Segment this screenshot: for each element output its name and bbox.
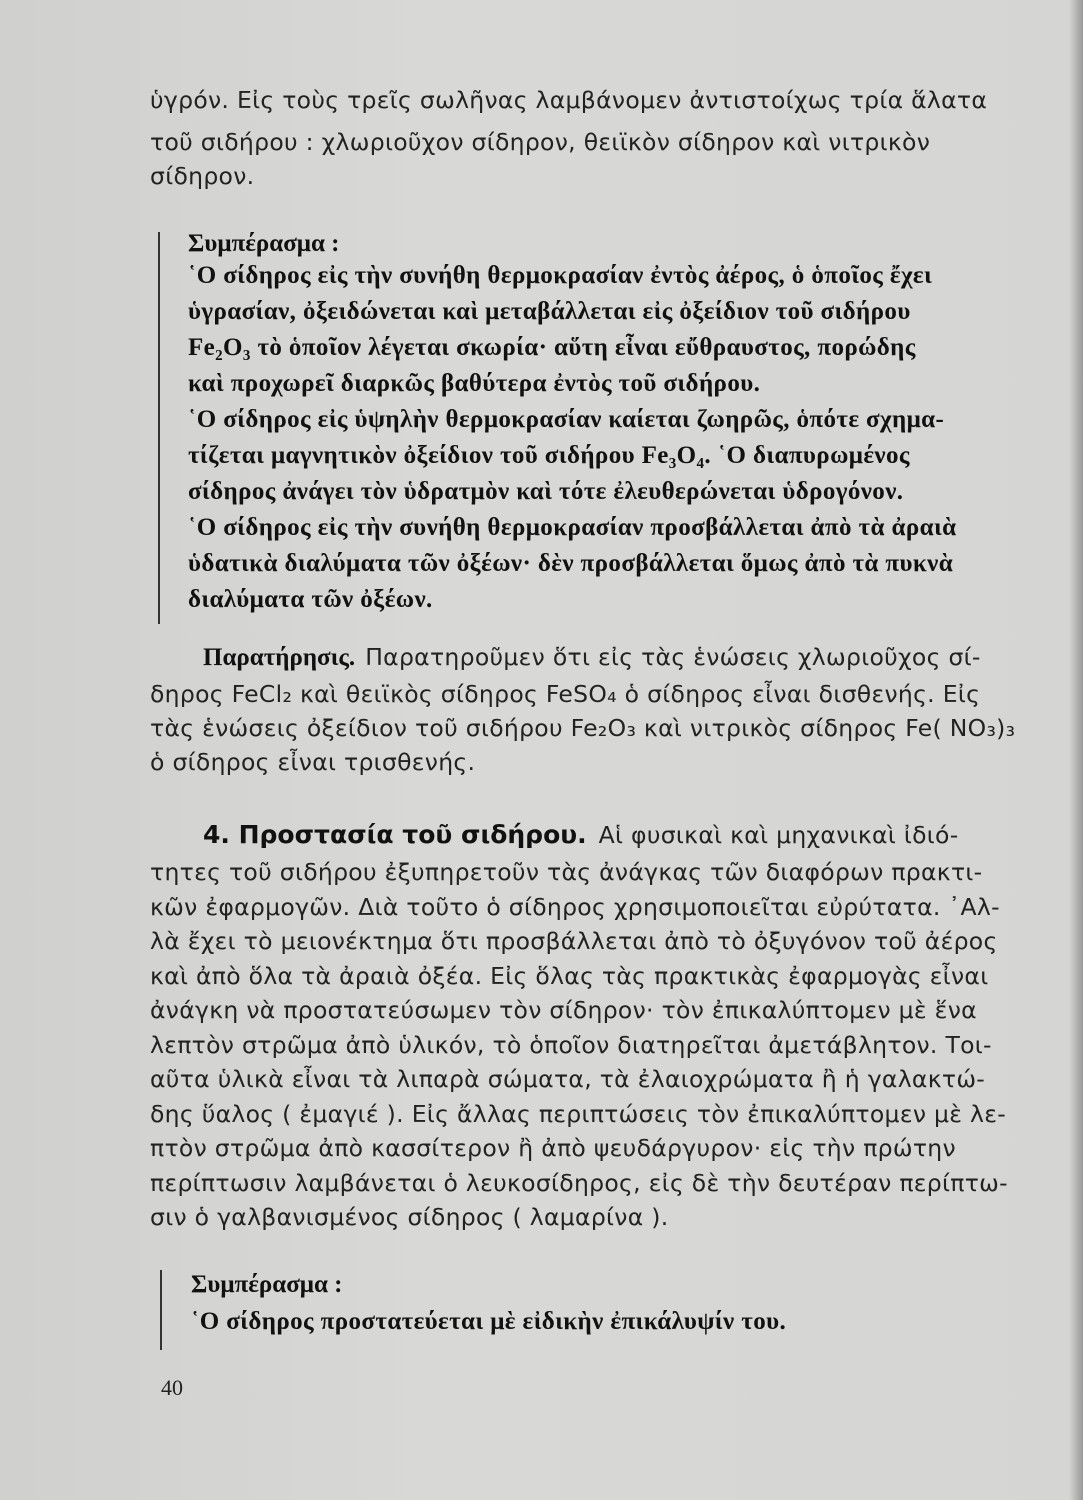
- observation-line: ὁ σίδηρος εἶναι τρισθενής.: [150, 748, 476, 776]
- conclusion-line: διαλύματα τῶν ὀξέων.: [188, 586, 433, 613]
- section-line: ἀνάγκη νὰ προστατεύσωμεν τὸν σίδηρον· τὸν ἐπικαλύπτομεν μὲ ἕνα: [150, 996, 977, 1024]
- intro-line: ὑγρόν. Εἰς τοὺς τρεῖς σωλῆνας λαμβάνομεν ἀντιστοίχως τρία ἅλατα: [150, 86, 988, 114]
- observation-line: τὰς ἑνώσεις ὀξείδιον τοῦ σιδήρου Fe₂O₃ καὶ νιτρικὸς σίδηρος Fe( NO₃)₃: [150, 714, 1016, 742]
- section-line: καὶ ἀπὸ ὅλα τὰ ἀραιὰ ὀξέα. Εἰς ὅλας τὰς πρακτικὰς ἐφαρμογὰς εἶναι: [150, 962, 989, 990]
- observation-first-line: [203, 643, 981, 672]
- intro-line: σίδηρον.: [150, 162, 255, 190]
- section-line: κῶν ἐφαρμογῶν. Διὰ τοῦτο ὁ σίδηρος χρησιμοποιεῖται εὐρύτατα. ᾿Αλ-: [150, 893, 1000, 921]
- section-line: λεπτὸν στρῶμα ἀπὸ ὑλικόν, τὸ ὁποῖον διατηρεῖται ἀμετάβλητον. Τοι-: [150, 1031, 992, 1059]
- section-line: αῦτα ὑλικὰ εἶναι τὰ λιπαρὰ σώματα, τὰ ἐλαιοχρώματα ἢ ἡ γαλακτώ-: [150, 1065, 986, 1093]
- section-line: λὰ ἔχει τὸ μειονέκτημα ὅτι προσβάλλεται ἀπὸ τὸ ὀξυγόνον τοῦ ἀέρος: [150, 927, 998, 955]
- conclusion-rule-bar: [158, 232, 160, 624]
- observation-line: Παρατηροῦμεν ὅτι εἰς τὰς ἑνώσεις χλωριοῦχος σί-: [365, 643, 981, 671]
- conclusion-line: ὑγρασίαν, ὀξειδώνεται καὶ μεταβάλλεται εἰς ὀξείδιον τοῦ σιδήρου: [188, 298, 911, 325]
- conclusion-line: ῾Ο σίδηρος προστατεύεται μὲ εἰδικὴν ἐπικάλυψίν του.: [191, 1308, 787, 1335]
- section-line: σιν ὁ γαλβανισμένος σίδηρος ( λαμαρίνα ).: [150, 1203, 669, 1231]
- observation-label: Παρατήρησις.: [203, 644, 356, 671]
- conclusion-line: τίζεται μαγνητικὸν ὀξείδιον τοῦ σιδήρου Fe₃O₄. ῾Ο διαπυρωμένος: [188, 442, 910, 469]
- conclusion-rule-bar: [160, 1270, 162, 1350]
- page-edge-shadow: [1069, 0, 1083, 1500]
- intro-line: τοῦ σιδήρου : χλωριοῦχον σίδηρον, θειϊκὸν σίδηρον καὶ νιτρικὸν: [150, 128, 931, 156]
- conclusion-line: σίδηρος ἀνάγει τὸν ὑδρατμὸν καὶ τότε ἐλευθερώνεται ὑδρογόνον.: [188, 478, 904, 505]
- page-number: 40: [161, 1375, 183, 1400]
- conclusion-line: ῾Ο σίδηρος εἰς ὑψηλὴν θερμοκρασίαν καίεται ζωηρῶς, ὁπότε σχημα-: [188, 406, 945, 433]
- conclusion-heading: Συμπέρασμα :: [191, 1271, 343, 1298]
- observation-line: δηρος FeCl₂ καὶ θειϊκὸς σίδηρος FeSO₄ ὁ σίδηρος εἶναι δισθενής. Εἰς: [150, 680, 981, 708]
- conclusion-line: Fe₂O₃ τὸ ὁποῖον λέγεται σκωρία· αὕτη εἶναι εὔθραυστος, πορώδης: [188, 334, 916, 361]
- conclusion-line: ῾Ο σίδηρος εἰς τὴν συνήθη θερμοκρασίαν προσβάλλεται ἀπὸ τὰ ἀραιὰ: [188, 514, 957, 541]
- conclusion-heading: Συμπέρασμα :: [188, 230, 340, 257]
- conclusion-line: ὑδατικὰ διαλύματα τῶν ὀξέων· δὲν προσβάλλεται ὅμως ἀπὸ τὰ πυκνὰ: [188, 550, 954, 577]
- section-first-line: [203, 820, 959, 849]
- section-line: περίπτωσιν λαμβάνεται ὁ λευκοσίδηρος, εἰς δὲ τὴν δευτέραν περίπτω-: [150, 1169, 1008, 1197]
- section-line: τητες τοῦ σιδήρου ἐξυπηρετοῦν τὰς ἀνάγκας τῶν διαφόρων πρακτι-: [150, 858, 983, 886]
- section-line: Αἱ φυσικαὶ καὶ μηχανικαὶ ἰδιό-: [598, 821, 959, 849]
- conclusion-line: ῾Ο σίδηρος εἰς τὴν συνήθη θερμοκρασίαν ἐντὸς ἀέρος, ὁ ὁποῖος ἔχει: [188, 262, 933, 289]
- section-line: πτὸν στρῶμα ἀπὸ κασσίτερον ἢ ἀπὸ ψευδάργυρον· εἰς τὴν πρώτην: [150, 1134, 956, 1162]
- section-title: 4. Προστασία τοῦ σιδήρου.: [203, 820, 587, 849]
- section-line: δης ὕαλος ( ἐμαγιέ ). Εἰς ἄλλας περιπτώσεις τὸν ἐπικαλύπτομεν μὲ λε-: [150, 1100, 1007, 1128]
- conclusion-line: καὶ προχωρεῖ διαρκῶς βαθύτερα ἐντὸς τοῦ σιδήρου.: [188, 370, 761, 397]
